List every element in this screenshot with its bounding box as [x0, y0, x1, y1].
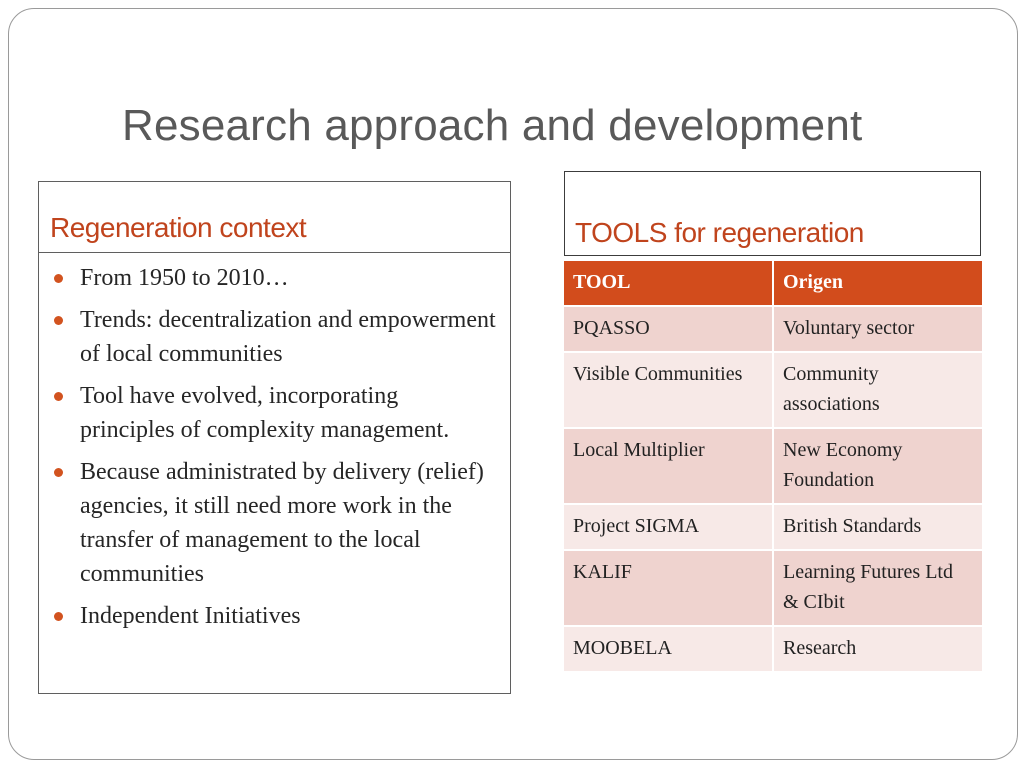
- table-row: [564, 353, 982, 429]
- tool-cell: MOOBELA: [564, 627, 774, 673]
- slide-title: Research approach and development: [122, 101, 863, 150]
- bullet-item: Independent Initiatives: [39, 599, 510, 633]
- table-row: [564, 429, 982, 505]
- tool-cell: KALIF: [564, 551, 774, 627]
- origen-cell: Research: [774, 627, 982, 673]
- tools-heading: TOOLS for regeneration: [564, 171, 981, 256]
- bullet-item: Because administrated by delivery (relief) agencies, it still need more work in the transfer of management to the local communities: [39, 455, 510, 591]
- table-header-row: [564, 261, 982, 307]
- tool-cell: PQASSO: [564, 307, 774, 353]
- table-row: [564, 505, 982, 551]
- origen-cell: Community associations: [774, 353, 982, 429]
- regeneration-context-heading: Regeneration context: [39, 182, 510, 253]
- slide: [8, 8, 1018, 760]
- column-header-tool: TOOL: [564, 261, 774, 307]
- context-bullet-list: [39, 253, 510, 633]
- origen-cell: Voluntary sector: [774, 307, 982, 353]
- tool-cell: Local Multiplier: [564, 429, 774, 505]
- table-row: [564, 551, 982, 627]
- origen-cell: Learning Futures Ltd & CIbit: [774, 551, 982, 627]
- origen-cell: New Economy Foundation: [774, 429, 982, 505]
- bullet-item: From 1950 to 2010…: [39, 261, 510, 295]
- table-row: [564, 307, 982, 353]
- bullet-item: Tool have evolved, incorporating principles of complexity management.: [39, 379, 510, 447]
- tool-cell: Project SIGMA: [564, 505, 774, 551]
- tools-table: [564, 261, 982, 673]
- tool-cell: Visible Communities: [564, 353, 774, 429]
- regeneration-context-box: [38, 181, 511, 694]
- origen-cell: British Standards: [774, 505, 982, 551]
- bullet-item: Trends: decentralization and empowerment of local communities: [39, 303, 510, 371]
- table-row: [564, 627, 982, 673]
- column-header-origen: Origen: [774, 261, 982, 307]
